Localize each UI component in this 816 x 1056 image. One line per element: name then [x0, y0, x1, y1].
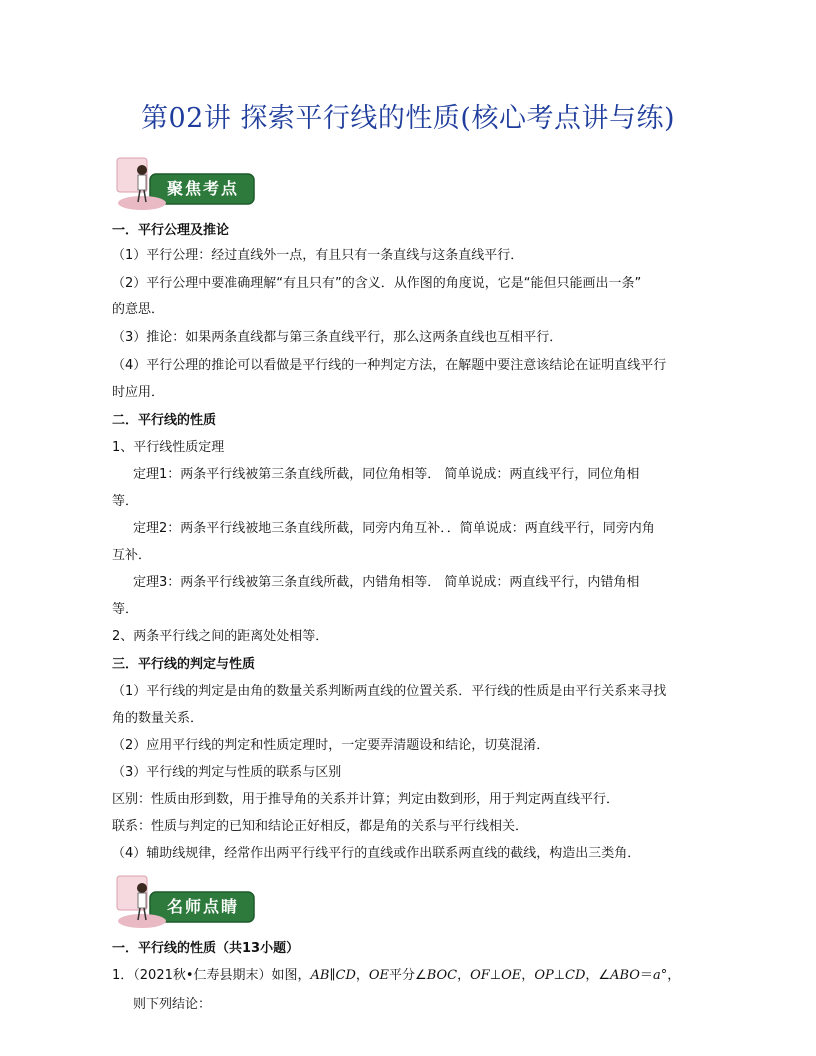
section1-p2b: 的意思．: [112, 302, 165, 317]
practice-heading: 一．平行线的性质（共13小题）: [112, 941, 300, 956]
section3-p4: （4）辅助线规律，经常作出两平行线平行的直线或作出联系两直线的截线，构造出三类角．: [112, 846, 641, 861]
focus-badge-label: 聚焦考点: [166, 179, 239, 198]
math-text: CD: [565, 968, 586, 983]
section1-p1: （1）平行公理：经过直线外一点，有且只有一条直线与这条直线平行．: [112, 248, 524, 263]
math-text: OF: [470, 968, 490, 983]
text: ，∠: [585, 968, 611, 983]
section1-p4a: （4）平行公理的推论可以看做是平行线的一种判定方法，在解题中要注意该结论在证明直线平行: [112, 358, 667, 373]
math-text: OE: [501, 968, 522, 983]
theorem3-line1: 定理3：两条平行线被第三条直线所截，内错角相等． 简单说成：两直线平行，内错角相: [133, 575, 640, 590]
teacher-badge: [112, 874, 262, 930]
question1-line2: 则下列结论：: [133, 997, 212, 1012]
math-text: ABO: [610, 968, 640, 983]
section3-p3: （3）平行线的判定与性质的联系与区别: [112, 765, 342, 780]
teacher-badge-label: 名师点睛: [166, 897, 239, 916]
theorem2-line2: 互补．: [112, 548, 152, 563]
section3-p2: （2）应用平行线的判定和性质定理时，一定要弄清题设和结论，切莫混淆．: [112, 738, 550, 753]
math-text: BOC: [426, 968, 458, 983]
text: ⊥: [553, 968, 566, 983]
math-text: AB∥CD: [310, 968, 356, 983]
text: 平分∠: [389, 968, 427, 983]
theorem2-line1: 定理2：两条平行线被地三条直线所截，同旁内角互补．．简单说成：两直线平行，同旁内角: [133, 521, 655, 536]
section1-p2a: （2）平行公理中要准确理解“有且只有”的含义．从作图的角度说，它是“能但只能画出一条”: [112, 276, 642, 291]
section3-heading: 三．平行线的判定与性质: [112, 657, 256, 672]
text: ＝: [639, 968, 653, 983]
question1-line1: [112, 967, 680, 985]
section3-p1a: （1）平行线的判定是由角的数量关系判断两直线的位置关系．平行线的性质是由平行关系来寻找: [112, 684, 667, 699]
page-title: 第02讲 探索平行线的性质(核心考点讲与练): [140, 103, 675, 134]
section2-heading: 二．平行线的性质: [112, 413, 217, 428]
section3-connection: 联系：性质与判定的已知和结论正好相反，都是角的关系与平行线相关．: [112, 819, 529, 834]
section2-sub2: 2、两条平行线之间的距离处处相等．: [112, 629, 329, 644]
question-number: 1．: [112, 968, 134, 983]
section1-heading: 一．平行公理及推论: [112, 223, 230, 238]
math-text: OP: [534, 968, 554, 983]
text: ⊥: [489, 968, 502, 983]
theorem1-line1: 定理1：两条平行线被第三条直线所截，同位角相等． 简单说成：两直线平行，同位角相: [133, 467, 640, 482]
theorem3-line2: 等．: [112, 602, 139, 617]
theorem1-line2: 等．: [112, 494, 139, 509]
section1-p3: （3）推论：如果两条直线都与第三条直线平行，那么这两条直线也互相平行．: [112, 330, 563, 345]
text: ，: [521, 968, 535, 983]
question-source: （2021秋•仁寿县期末）如图，: [133, 968, 311, 983]
text: °，: [660, 968, 681, 983]
math-text: a: [652, 968, 661, 983]
text: ，: [355, 968, 369, 983]
section2-sub1: 1、平行线性质定理: [112, 440, 225, 455]
math-text: OE: [368, 968, 390, 983]
section1-p4b: 时应用．: [112, 385, 165, 400]
text: ，: [457, 968, 471, 983]
section3-p1b: 角的数量关系．: [112, 711, 204, 726]
section3-difference: 区别：性质由形到数，用于推导角的关系并计算；判定由数到形，用于判定两直线平行．: [112, 792, 620, 807]
focus-badge: [112, 156, 262, 212]
